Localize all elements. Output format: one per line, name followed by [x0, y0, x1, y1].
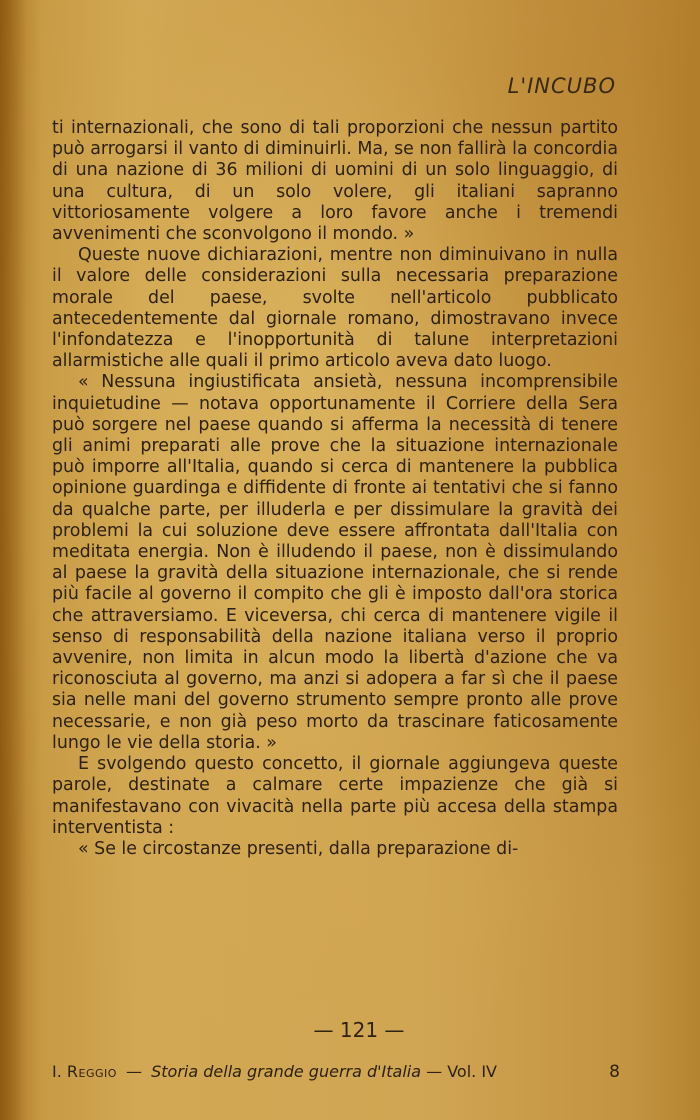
author-initial: I.	[52, 1062, 62, 1081]
footer-line	[52, 1062, 620, 1081]
body-text	[52, 118, 618, 860]
paragraph-4: E svolgendo questo concetto, il giornale aggiungeva queste parole, destinate a calmare certe impazienze che già si manifestavano con vivacità nella parte più accesa della stampa interventista :	[52, 754, 618, 838]
paragraph-5: « Se le circostanze presenti, dalla preparazione di-	[78, 838, 519, 859]
page-number: — 121 —	[313, 1018, 405, 1042]
running-title: L'INCUBO	[507, 74, 616, 98]
paragraph-3: « Nessuna ingiustificata ansietà, nessuna incomprensibile inquietudine — notava opportunamente il Corriere della Sera può sorgere nel paese quando si afferma la necessità di tenere gli animi preparati alle prove che la situazione internazionale può imporre all'Italia, quando si cerca di mantenere la pubblica opinione guardinga e diffidente di fronte ai tentativi che si fanno da qualche parte, per illuderla e per dissimulare la gravità dei problemi la cui soluzione deve essere affrontata dall'Italia con meditata energia. Non è illudendo il paese, non è dissimulando al paese la gravità della situazione internazionale, che si rende più facile al governo il compito che gli è imposto dall'ora storica che attraversiamo. E viceversa, chi cerca di mantenere vigile il senso di responsabilità della nazione italiana verso il proprio avvenire, non limita in alcun modo la libertà d'azione che va riconosciuta al governo, ma anzi si adopera a far sì che il paese sia nelle mani del governo strumento sempre pronto alle prove necessarie, e non già peso morto da trascinare faticosamente lungo le vie della storia. »	[52, 372, 618, 753]
signature-mark: 8	[609, 1062, 620, 1082]
volume-label: — Vol. IV	[426, 1062, 497, 1081]
footer-separator: —	[126, 1062, 143, 1081]
author-surname: Reggio	[66, 1062, 117, 1081]
paragraph-1: ti internazionali, che sono di tali proporzioni che nessun partito può arrogarsi il vanto di diminuirli. Ma, se non fallirà la concordia di una nazione di 36 milioni di uomini di un solo linguaggio, di una cultura, di un solo volere, gli italiani sapranno vittoriosamente volgere a loro favore anche i tremendi avvenimenti che sconvolgono il mondo. »	[52, 118, 618, 245]
book-title: Storia della grande guerra d'Italia	[151, 1062, 422, 1081]
paragraph-2: Queste nuove dichiarazioni, mentre non diminuivano in nulla il valore delle considerazioni sulla necessaria preparazione morale del paese, svolte nell'articolo pubblicato antecedentemente dal giornale romano, dimostravano invece l'infondatezza e l'inopportunità di talune interpretazioni allarmistiche alle quali il primo articolo aveva dato luogo.	[52, 245, 618, 372]
